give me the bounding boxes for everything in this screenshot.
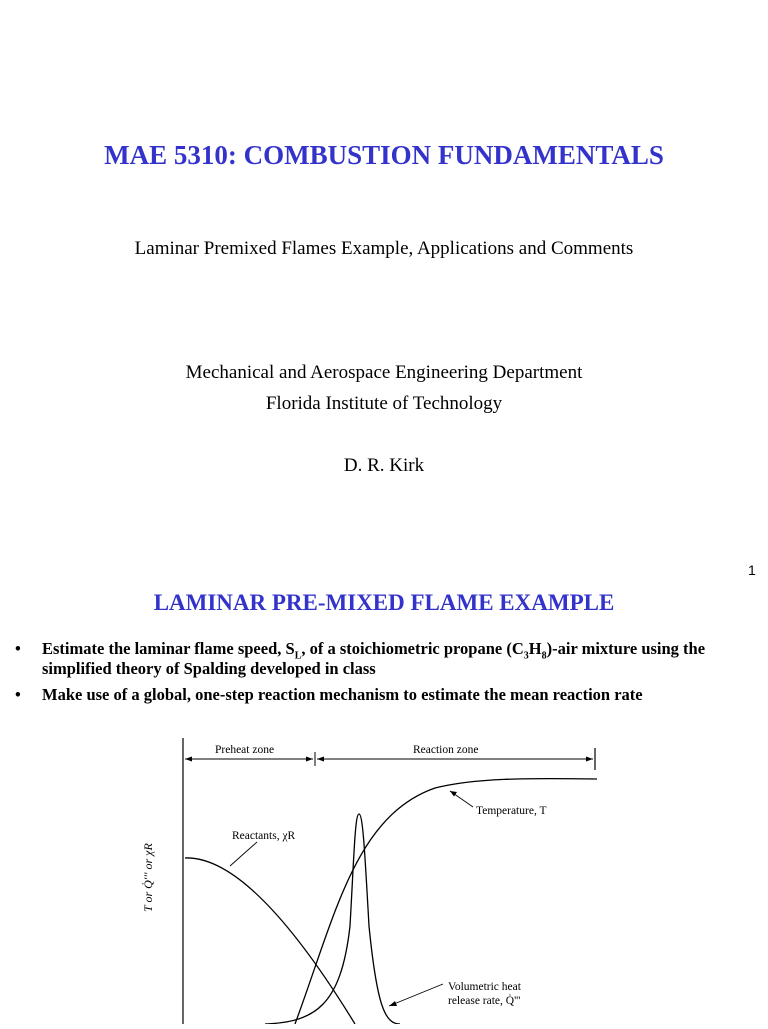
heat-release-label-line2: release rate, Q̇''': [448, 995, 521, 1007]
bullet-dot-icon: •: [15, 685, 21, 704]
slide-1-title: MAE 5310: COMBUSTION FUNDAMENTALS: [104, 140, 664, 170]
flame-structure-diagram: [145, 736, 615, 1024]
preheat-zone-label: Preheat zone: [215, 744, 275, 756]
reaction-zone-label: Reaction zone: [413, 744, 479, 756]
heat-release-pointer: [389, 984, 443, 1006]
author-name: D. R. Kirk: [343, 455, 425, 476]
institute-name: Florida Institute of Technology: [265, 393, 503, 414]
bullet-text: Make use of a global, one-step reaction mechanism to estimate the mean reaction rate: [42, 685, 643, 704]
heat-release-label-line1: Volumetric heat: [448, 981, 521, 993]
temperature-curve: [295, 779, 597, 1024]
department-name: Mechanical and Aerospace Engineering Department: [185, 362, 583, 383]
bullet-text-part: , of a stoichiometric propane (C: [301, 639, 524, 658]
bullet-dot-icon: •: [15, 639, 21, 658]
bullet-text-part: )-air mixture using the simplified theory of Spalding developed in class: [42, 639, 706, 678]
arrowhead-icon: [185, 757, 192, 762]
y-axis-label: T or Q̇''' or χR: [141, 843, 155, 912]
arrowhead-icon: [306, 757, 313, 762]
arrowhead-icon: [317, 757, 324, 762]
bullet-subscript: L: [294, 650, 302, 662]
reactants-curve: [185, 858, 355, 1024]
slide-2: [0, 576, 768, 1024]
bullet-subscript: 3: [523, 650, 529, 662]
bullet-subscript: 8: [541, 650, 547, 662]
bullet-item-reaction-rate: [15, 685, 755, 705]
arrowhead-icon: [389, 1001, 397, 1006]
slide-2-title: LAMINAR PRE-MIXED FLAME EXAMPLE: [153, 590, 615, 615]
reactants-pointer: [230, 842, 257, 866]
page-number: 1: [748, 562, 756, 578]
temperature-label: Temperature, T: [476, 805, 547, 817]
reactants-label: Reactants, χR: [232, 830, 296, 842]
arrowhead-icon: [586, 757, 593, 762]
slide-1-subtitle: Laminar Premixed Flames Example, Applications and Comments: [134, 238, 634, 259]
bullet-text-part: H: [528, 639, 542, 658]
bullet-text-part: Estimate the laminar flame speed, S: [42, 639, 295, 658]
bullet-list: [15, 639, 755, 711]
bullet-item-flame-speed: [15, 639, 755, 679]
flame-structure-figure: [141, 736, 615, 1024]
